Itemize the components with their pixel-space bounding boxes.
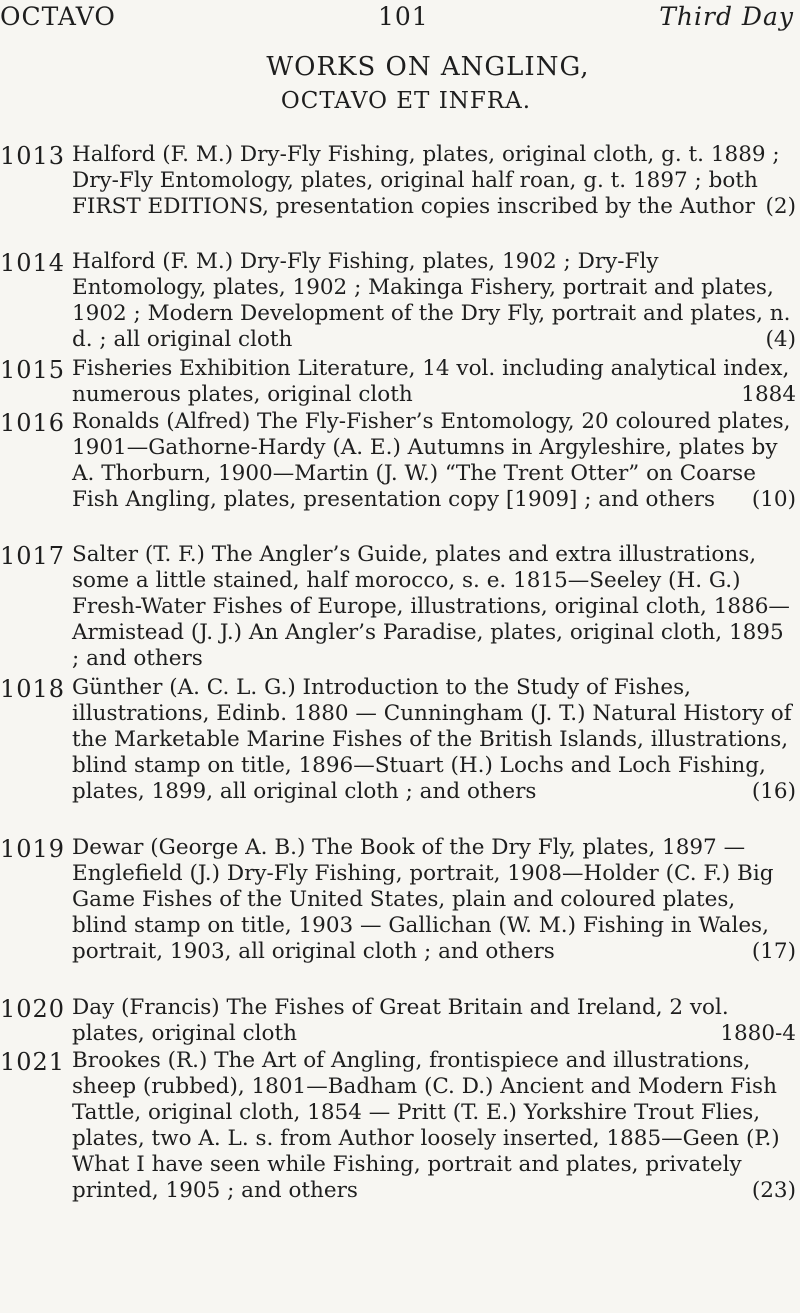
lot-count: (23)	[751, 1178, 796, 1203]
lot-description: Salter (T. F.) The Angler’s Guide, plates and extra illustrations, some a little stained, half morocco, s. e. 1815—Seeley (H. G.) Fresh-Water Fishes of Europe, illustrations, original cloth, 1886—Armistead (J. J.) An Angler’s Paradise, plates, original cloth, 1895 ; and others	[72, 542, 790, 671]
lot-year: 1880-4	[720, 1021, 796, 1046]
lot-number: 1016	[0, 409, 66, 437]
lot-description: Günther (A. C. L. G.) Introduction to the Study of Fishes, illustrations, Edinb. 1880 — Cunningham (J. T.) Natural History of the Marketable Marine Fishes of the British Islands, illustrations, blind stamp on title, 1896—Stuart (H.) Lochs and Loch Fishing, plates, 1899, all original cloth ; and others (16)	[72, 675, 796, 804]
format-heading: OCTAVO	[0, 2, 116, 31]
lot-description: Halford (F. M.) Dry-Fly Fishing, plates, 1902 ; Dry-Fly Entomology, plates, 1902 ; Makinga Fishery, portrait and plates, 1902 ; Modern Development of the Dry Fly, portrait and plates, n. d. ; all original cloth (4)	[72, 249, 796, 352]
lot-number: 1019	[0, 835, 66, 863]
lot-year: 1884	[741, 382, 796, 407]
lot-number: 1018	[0, 675, 66, 703]
lot-number: 1013	[0, 142, 66, 170]
lot-count: (17)	[751, 939, 796, 964]
lot-number: 1020	[0, 995, 66, 1023]
day-heading: Third Day	[659, 2, 794, 31]
page-number: 101	[378, 2, 429, 31]
lot-description: Brookes (R.) The Art of Angling, frontispiece and illustrations, sheep (rubbed), 1801—Badham (C. D.) Ancient and Modern Fish Tattle, original cloth, 1854 — Pritt (T. E.) Yorkshire Trout Flies, plates, two A. L. s. from Author loosely inserted, 1885—Geen (P.) What I have seen while Fishing, portrait and plates, privately printed, 1905 ; and others (23)	[72, 1048, 796, 1203]
lot-description: Ronalds (Alfred) The Fly-Fisher’s Entomology, 20 coloured plates, 1901—Gathorne-Hardy (A. E.) Autumns in Argyleshire, plates by A. Thorburn, 1900—Martin (J. W.) “The Trent Otter” on Coarse Fish Angling, plates, presentation copy [1909] ; and others (10)	[72, 409, 796, 512]
lot-count: (4)	[765, 327, 796, 352]
lot-count: (16)	[751, 779, 796, 804]
lot-number: 1017	[0, 542, 66, 570]
section-title: WORKS ON ANGLING,	[266, 52, 590, 82]
lot-count: (10)	[751, 487, 796, 512]
page-header	[0, 0, 800, 40]
lot-description: Day (Francis) The Fishes of Great Britain and Ireland, 2 vol. plates, original cloth 1880-4	[72, 995, 796, 1046]
lot-description: Halford (F. M.) Dry-Fly Fishing, plates, original cloth, g. t. 1889 ; Dry-Fly Entomology, plates, original half roan, g. t. 1897 ; both FIRST EDITIONS, presentation copies inscribed by the Author (2)	[72, 142, 796, 219]
lot-description: Fisheries Exhibition Literature, 14 vol. including analytical index, numerous plates, original cloth 1884	[72, 356, 796, 407]
lot-number: 1021	[0, 1048, 66, 1076]
lot-number: 1014	[0, 249, 66, 277]
lot-count: (2)	[765, 194, 796, 219]
lot-description: Dewar (George A. B.) The Book of the Dry Fly, plates, 1897 —Englefield (J.) Dry-Fly Fishing, portrait, 1908—Holder (C. F.) Big Game Fishes of the United States, plain and coloured plates, blind stamp on title, 1903 — Gallichan (W. M.) Fishing in Wales, portrait, 1903, all original cloth ; and others (17)	[72, 835, 796, 964]
lot-number: 1015	[0, 356, 66, 384]
section-subtitle: OCTAVO ET INFRA.	[280, 88, 532, 114]
